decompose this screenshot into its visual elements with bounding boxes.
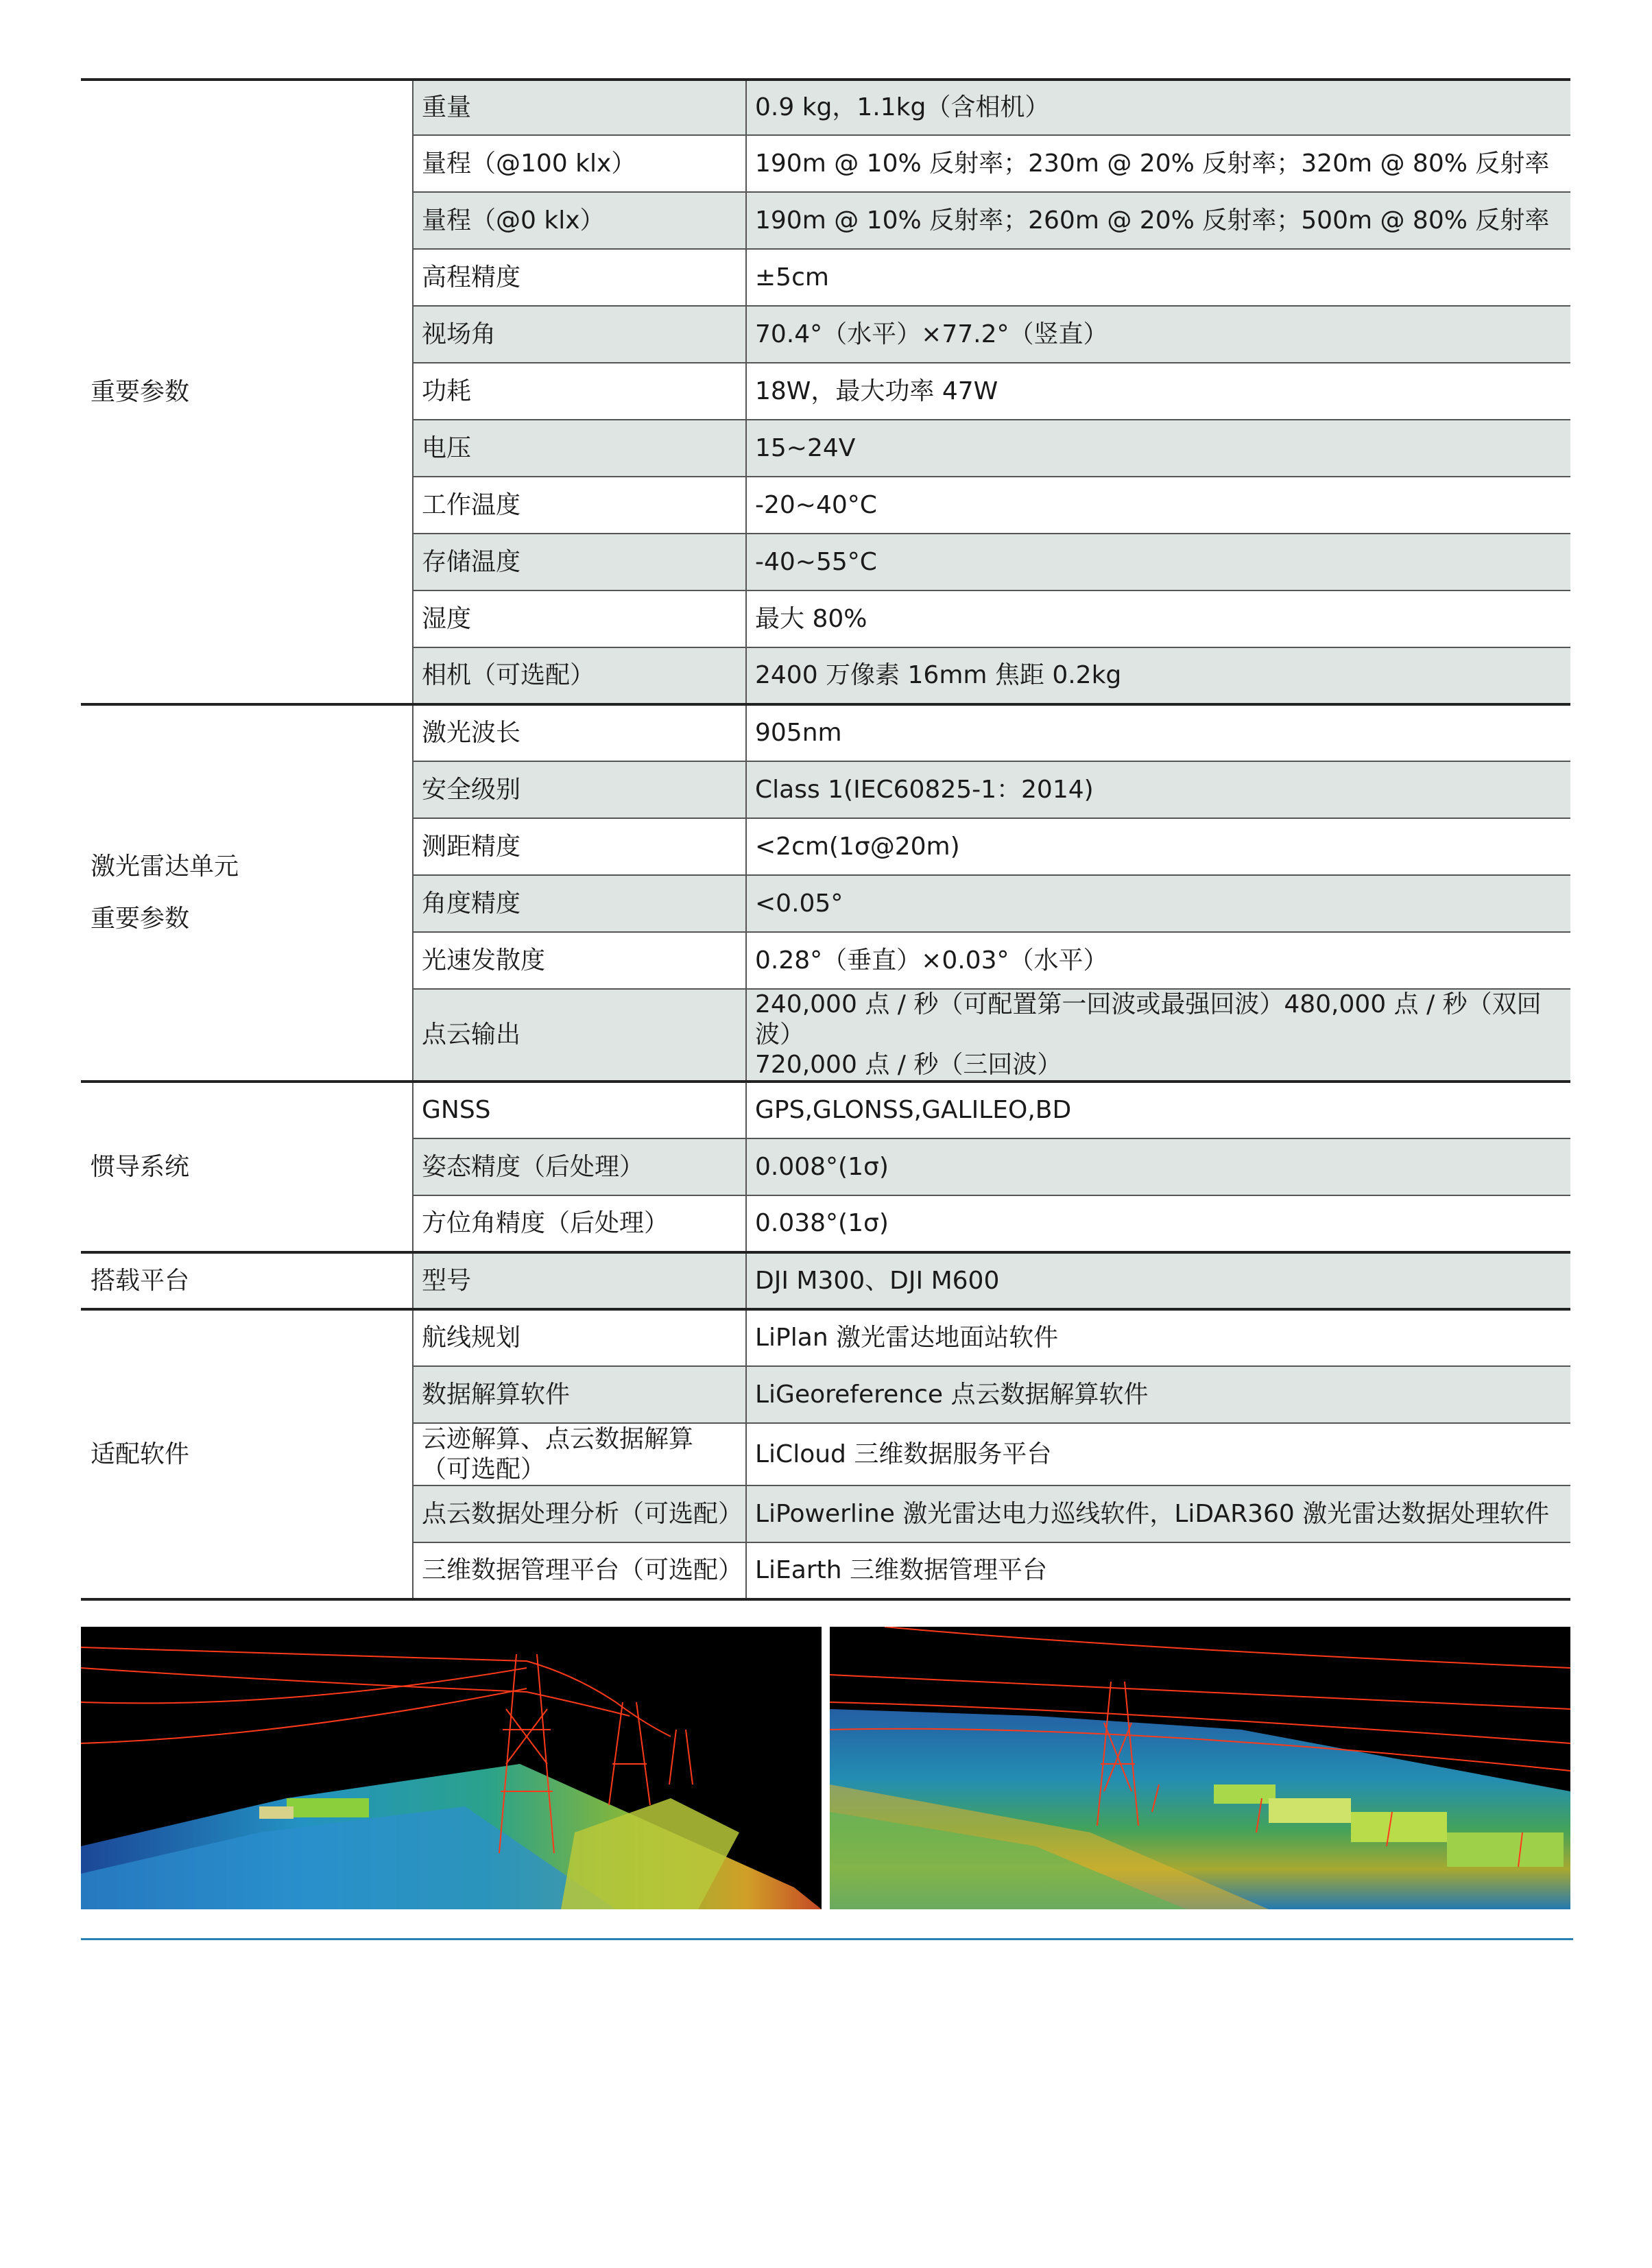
value-cell — [746, 761, 1570, 818]
value-cell — [746, 818, 1570, 875]
value-cell — [746, 932, 1570, 989]
param-cell — [413, 761, 746, 818]
param-cell — [413, 192, 746, 249]
param-label: 点云输出 — [422, 1020, 521, 1049]
value-cell — [746, 704, 1570, 761]
value-cell — [746, 1082, 1570, 1138]
param-label: 云迹解算、点云数据解算 （可选配） — [422, 1424, 694, 1483]
param-cell — [413, 1366, 746, 1423]
param-label: 视场角 — [422, 320, 496, 348]
value-cell — [746, 80, 1570, 135]
value-cell — [746, 477, 1570, 534]
param-label: 激光波长 — [422, 719, 521, 747]
param-cell — [413, 932, 746, 989]
category-cell — [81, 80, 413, 704]
value-cell — [746, 363, 1570, 420]
spec-table — [81, 78, 1570, 1601]
value-cell — [746, 1542, 1570, 1599]
spec-table-body — [81, 80, 1570, 1599]
spec-row — [81, 1082, 1570, 1138]
category-cell — [81, 1309, 413, 1599]
param-cell — [413, 1423, 746, 1485]
param-label: 电压 — [422, 433, 472, 462]
value-cell — [746, 1309, 1570, 1366]
value-text: 18W，最大功率 47W — [755, 377, 998, 405]
param-cell — [413, 363, 746, 420]
value-cell — [746, 249, 1570, 306]
value-text: 240,000 点 / 秒（可配置第一回波或最强回波）480,000 点 / 秒（双回波） — [755, 990, 1542, 1049]
footer-rule — [81, 1938, 1573, 1940]
param-cell — [413, 704, 746, 761]
param-cell — [413, 1195, 746, 1252]
param-cell — [413, 1082, 746, 1138]
param-label: 光速发散度 — [422, 946, 546, 975]
value-text: 15~24V — [755, 433, 856, 462]
param-label: 功耗 — [422, 377, 472, 405]
param-cell — [413, 80, 746, 135]
param-cell — [413, 1542, 746, 1599]
value-text: 720,000 点 / 秒（三回波） — [755, 1051, 1062, 1079]
param-label: 测距精度 — [422, 832, 521, 861]
value-text: ±5cm — [755, 263, 829, 291]
param-cell — [413, 1485, 746, 1542]
category-label: 适配软件 — [91, 1440, 190, 1468]
param-label: GNSS — [422, 1096, 491, 1124]
value-cell — [746, 1252, 1570, 1309]
spec-row — [81, 80, 1570, 135]
spec-row — [81, 704, 1570, 761]
point-cloud-left-graphic — [81, 1627, 822, 1909]
category-cell — [81, 1252, 413, 1309]
param-label: 数据解算软件 — [422, 1380, 571, 1409]
param-cell — [413, 249, 746, 306]
point-cloud-right-graphic — [830, 1627, 1570, 1909]
value-cell — [746, 875, 1570, 932]
value-cell — [746, 420, 1570, 477]
value-text: GPS,GLONSS,GALILEO,BD — [755, 1096, 1072, 1124]
param-cell — [413, 590, 746, 647]
value-cell — [746, 1195, 1570, 1252]
value-text: 190m @ 10% 反射率；230m @ 20% 反射率；320m @ 80% 反射率 — [755, 149, 1550, 178]
value-text: 905nm — [755, 719, 842, 747]
param-cell — [413, 135, 746, 192]
param-label: 高程精度 — [422, 263, 521, 291]
param-cell — [413, 420, 746, 477]
value-cell — [746, 989, 1570, 1082]
param-cell — [413, 875, 746, 932]
value-text: <2cm(1σ@20m) — [755, 832, 960, 861]
value-cell — [746, 1485, 1570, 1542]
param-label: 姿态精度（后处理） — [422, 1152, 645, 1181]
param-label: 方位角精度（后处理） — [422, 1209, 669, 1237]
lidar-point-cloud-right-image — [830, 1627, 1570, 1909]
value-text: 0.28°（垂直）×0.03°（水平） — [755, 946, 1108, 975]
param-cell — [413, 647, 746, 704]
param-cell — [413, 1309, 746, 1366]
param-label: 存储温度 — [422, 547, 521, 576]
value-text: LiPlan 激光雷达地面站软件 — [755, 1324, 1059, 1352]
value-text: DJI M300、DJI M600 — [755, 1266, 1000, 1295]
param-label: 量程（@100 klx） — [422, 149, 636, 178]
param-cell — [413, 1138, 746, 1195]
category-label: 重要参数 — [91, 905, 190, 933]
param-label: 三维数据管理平台（可选配） — [422, 1556, 743, 1584]
value-text: 70.4°（水平）×77.2°（竖直） — [755, 320, 1108, 348]
spec-row — [81, 1252, 1570, 1309]
param-label: 重量 — [422, 93, 472, 121]
spec-row — [81, 1309, 1570, 1366]
category-cell — [81, 1082, 413, 1252]
param-label: 工作温度 — [422, 490, 521, 519]
param-label: 航线规划 — [422, 1324, 521, 1352]
value-cell — [746, 1366, 1570, 1423]
param-label: 湿度 — [422, 604, 472, 633]
param-cell — [413, 818, 746, 875]
category-label: 搭载平台 — [91, 1266, 190, 1295]
param-cell — [413, 1252, 746, 1309]
value-text: 2400 万像素 16mm 焦距 0.2kg — [755, 661, 1122, 689]
value-cell — [746, 135, 1570, 192]
value-text: <0.05° — [755, 889, 843, 918]
param-label: 点云数据处理分析（可选配） — [422, 1499, 743, 1528]
category-label: 惯导系统 — [91, 1152, 190, 1181]
value-text: Class 1(IEC60825-1：2014) — [755, 775, 1094, 804]
value-text: LiEarth 三维数据管理平台 — [755, 1556, 1048, 1584]
param-label: 角度精度 — [422, 889, 521, 918]
value-cell — [746, 534, 1570, 590]
category-label: 重要参数 — [91, 377, 190, 406]
param-label: 相机（可选配） — [422, 661, 595, 689]
category-cell — [81, 704, 413, 1082]
lidar-point-cloud-left-image — [81, 1627, 822, 1909]
value-text: -20~40°C — [755, 490, 877, 519]
param-cell — [413, 989, 746, 1082]
param-cell — [413, 534, 746, 590]
value-cell — [746, 1138, 1570, 1195]
value-text: 0.038°(1σ) — [755, 1209, 889, 1237]
value-text: LiPowerline 激光雷达电力巡线软件，LiDAR360 激光雷达数据处理软件 — [755, 1499, 1550, 1528]
value-cell — [746, 192, 1570, 249]
value-text: LiCloud 三维数据服务平台 — [755, 1440, 1052, 1468]
param-cell — [413, 477, 746, 534]
param-label: 型号 — [422, 1266, 472, 1295]
param-label: 安全级别 — [422, 775, 521, 804]
value-cell — [746, 647, 1570, 704]
value-cell — [746, 306, 1570, 363]
param-label: 量程（@0 klx） — [422, 206, 605, 235]
value-text: LiGeoreference 点云数据解算软件 — [755, 1380, 1149, 1409]
value-text: 190m @ 10% 反射率；260m @ 20% 反射率；500m @ 80% 反射率 — [755, 206, 1550, 235]
value-text: 0.008°(1σ) — [755, 1152, 889, 1181]
param-cell — [413, 306, 746, 363]
value-text: 0.9 kg，1.1kg（含相机） — [755, 93, 1050, 121]
value-cell — [746, 590, 1570, 647]
value-text: 最大 80% — [755, 604, 867, 633]
value-cell — [746, 1423, 1570, 1485]
value-text: -40~55°C — [755, 547, 877, 576]
category-label: 激光雷达单元 — [91, 852, 239, 881]
